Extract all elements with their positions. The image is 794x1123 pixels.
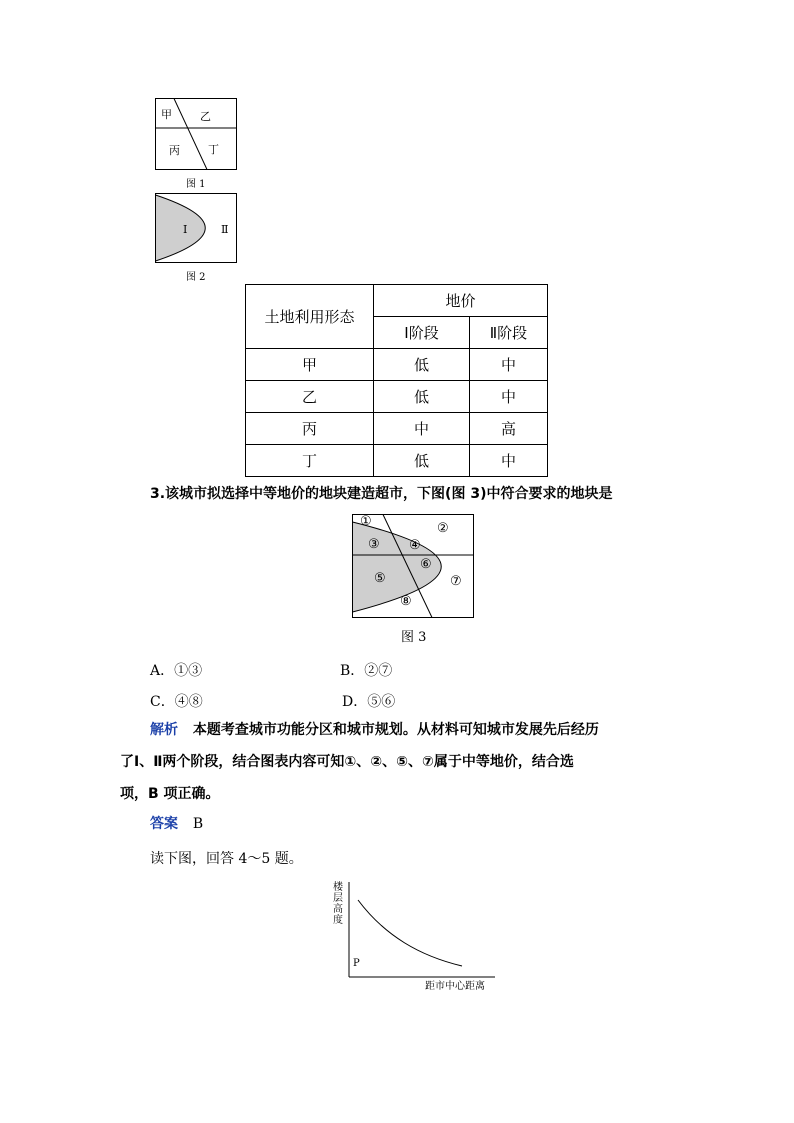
table-cell-stage1: 中 xyxy=(374,413,470,445)
figure-1 xyxy=(155,98,237,170)
table-cell-stage2: 中 xyxy=(470,381,548,413)
land-price-table xyxy=(245,284,548,477)
figure-3 xyxy=(352,514,474,618)
answer-value: B xyxy=(192,816,204,832)
analysis-tag: 解析 xyxy=(150,722,178,738)
table-cell-stage2: 中 xyxy=(470,349,548,381)
figure-3-plot-8: ⑧ xyxy=(400,594,412,609)
table-cell-stage2: 高 xyxy=(470,413,548,445)
table-cell-stage1: 低 xyxy=(374,445,470,477)
table-cell-form: 丙 xyxy=(246,413,374,445)
y-axis-char: 高 xyxy=(333,904,343,915)
table-cell-stage1: 低 xyxy=(374,381,470,413)
table-cell-stage2: 中 xyxy=(470,445,548,477)
table-cell-stage1: 低 xyxy=(374,349,470,381)
figure-4-graph xyxy=(330,878,500,990)
figure-2-caption: 图 2 xyxy=(186,272,206,283)
figure-3-plot-3: ③ xyxy=(368,537,380,552)
answer-line xyxy=(150,808,203,840)
figure-4-y-axis-label xyxy=(333,882,345,926)
table-cell-form: 丁 xyxy=(246,445,374,477)
option-c: C．④⑧ xyxy=(150,694,203,710)
figure-3-plot-2: ② xyxy=(437,521,449,536)
figure-3-plot-5: ⑤ xyxy=(374,571,386,586)
figure-3-diagram xyxy=(352,514,474,618)
figure-2-label-stage2: Ⅱ xyxy=(221,223,229,236)
figure-3-plot-7: ⑦ xyxy=(450,574,462,589)
figure-3-plot-4: ④ xyxy=(409,538,421,553)
y-axis-char: 层 xyxy=(333,893,343,904)
table-row xyxy=(246,349,548,381)
figure-4-point-p: P xyxy=(353,958,360,969)
table-cell-form: 甲 xyxy=(246,349,374,381)
analysis-text-1: 本题考查城市功能分区和城市规划。从材料可知城市发展先后经历 xyxy=(192,722,599,738)
table-cell-form: 乙 xyxy=(246,381,374,413)
figure-2-label-stage1: Ⅰ xyxy=(183,223,188,236)
table-row xyxy=(246,381,548,413)
y-axis-char: 度 xyxy=(333,915,343,926)
y-axis-char: 楼 xyxy=(333,882,343,893)
figure-1-label-ding: 丁 xyxy=(208,143,219,156)
figure-4-x-axis-label: 距市中心距离 xyxy=(425,981,485,992)
table-header-stage2: Ⅱ阶段 xyxy=(470,317,548,349)
table-header-stage1: Ⅰ阶段 xyxy=(374,317,470,349)
analysis-line-1 xyxy=(150,714,599,746)
figure-2 xyxy=(155,193,237,263)
figure-3-plot-6: ⑥ xyxy=(420,557,432,572)
analysis-line-3: 项，B 项正确。 xyxy=(120,786,220,802)
next-question-prompt: 读下图，回答 4～5 题。 xyxy=(150,851,303,867)
table-row xyxy=(246,413,548,445)
figure-3-plot-1: ① xyxy=(360,514,372,529)
figure-1-label-jia: 甲 xyxy=(161,108,172,121)
figure-3-caption: 图 3 xyxy=(401,630,427,645)
option-b: B．②⑦ xyxy=(340,663,393,679)
option-a: A．①③ xyxy=(150,663,203,679)
figure-1-label-bing: 丙 xyxy=(169,144,180,157)
figure-1-caption: 图 1 xyxy=(186,179,206,190)
analysis-line-2: 了Ⅰ、Ⅱ两个阶段，结合图表内容可知①、②、⑤、⑦属于中等地价，结合选 xyxy=(120,754,574,770)
figure-1-label-yi: 乙 xyxy=(200,110,211,123)
option-d: D．⑤⑥ xyxy=(342,694,396,710)
table-header-land-form: 土地利用形态 xyxy=(246,285,374,349)
table-row xyxy=(246,445,548,477)
answer-tag: 答案 xyxy=(150,816,178,832)
table-header-land-price: 地价 xyxy=(374,285,548,317)
question-3-stem: 3.该城市拟选择中等地价的地块建造超市，下图(图 3)中符合要求的地块是 xyxy=(150,486,613,502)
figure-4 xyxy=(330,878,500,990)
